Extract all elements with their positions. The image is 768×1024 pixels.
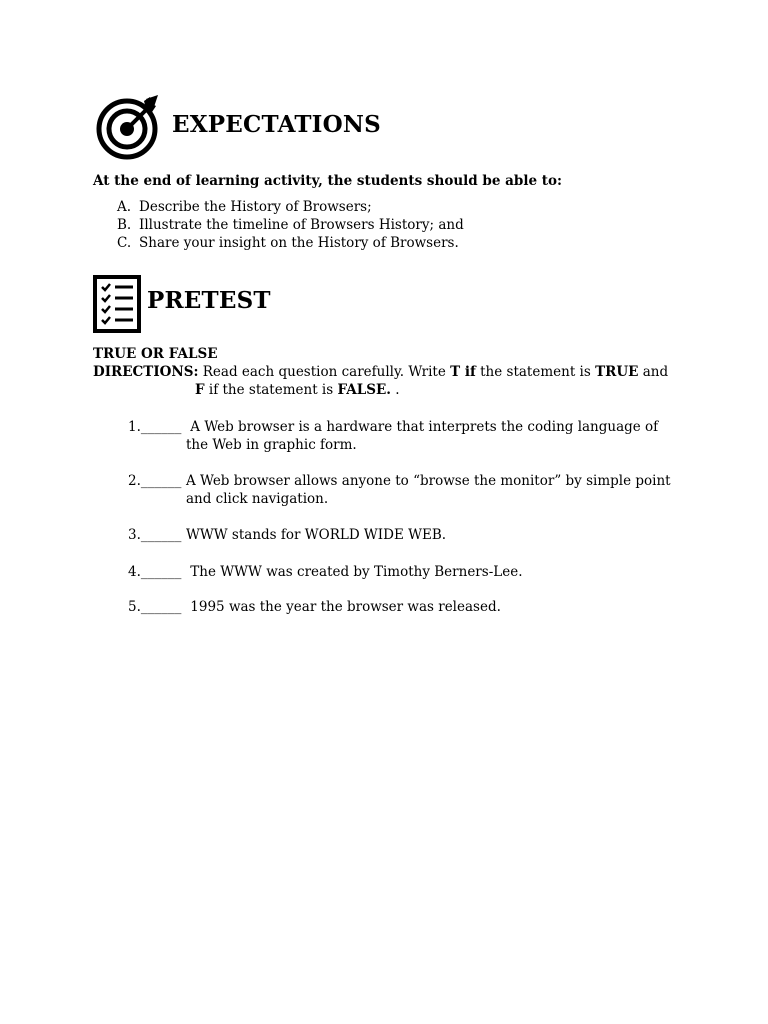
question-text: The WWW was created by Timothy Berners-Lee. bbox=[186, 564, 523, 580]
question-text: A Web browser is a hardware that interprets the coding language of bbox=[186, 419, 659, 435]
question-item bbox=[128, 598, 676, 616]
list-item-letter: A. bbox=[117, 199, 132, 215]
question-item bbox=[128, 418, 676, 454]
directions-text: the statement is bbox=[475, 364, 596, 380]
directions-text: . bbox=[390, 382, 400, 398]
list-item bbox=[117, 234, 464, 252]
directions-text: Read each question carefully. Write bbox=[198, 364, 451, 380]
list-item bbox=[117, 216, 464, 234]
directions-if-word: if bbox=[460, 364, 476, 380]
expectations-title: EXPECTATIONS bbox=[172, 111, 381, 138]
question-item bbox=[128, 563, 676, 581]
question-item bbox=[128, 526, 676, 544]
question-text: A Web browser allows anyone to “browse the monitor” by simple point bbox=[186, 473, 671, 489]
directions-false-word: FALSE. bbox=[337, 382, 391, 398]
question-text: 1995 was the year the browser was released. bbox=[186, 599, 501, 615]
directions-label: DIRECTIONS: bbox=[93, 364, 199, 380]
list-item-letter: B. bbox=[117, 217, 132, 233]
question-number-blank: 3.______ bbox=[128, 527, 182, 543]
question-number-blank: 4.______ bbox=[128, 564, 182, 580]
directions-text: if the statement is bbox=[204, 382, 338, 398]
directions bbox=[93, 363, 668, 399]
test-type-label: TRUE OR FALSE bbox=[93, 346, 218, 362]
question-text: WWW stands for WORLD WIDE WEB. bbox=[186, 527, 447, 543]
pretest-title: PRETEST bbox=[147, 287, 271, 314]
directions-f-letter: F bbox=[195, 382, 205, 398]
question-number-blank: 1.______ bbox=[128, 419, 182, 435]
list-item-text: Describe the History of Browsers; bbox=[139, 199, 372, 215]
checklist-icon bbox=[93, 275, 141, 333]
list-item-text: Illustrate the timeline of Browsers History; and bbox=[139, 217, 464, 233]
question-item bbox=[128, 472, 676, 508]
directions-t-letter: T bbox=[450, 364, 461, 380]
question-text-continued: and click navigation. bbox=[186, 491, 329, 507]
list-item-letter: C. bbox=[117, 235, 132, 251]
directions-text: and bbox=[638, 364, 669, 380]
directions-true-word: TRUE bbox=[595, 364, 639, 380]
list-item-text: Share your insight on the History of Browsers. bbox=[139, 235, 459, 251]
question-number-blank: 2.______ bbox=[128, 473, 182, 489]
list-item bbox=[117, 198, 464, 216]
question-text-continued: the Web in graphic form. bbox=[186, 437, 357, 453]
expectations-list bbox=[117, 198, 464, 252]
expectations-intro: At the end of learning activity, the students should be able to: bbox=[93, 173, 562, 189]
target-arrow-icon bbox=[96, 95, 162, 161]
question-number-blank: 5.______ bbox=[128, 599, 182, 615]
